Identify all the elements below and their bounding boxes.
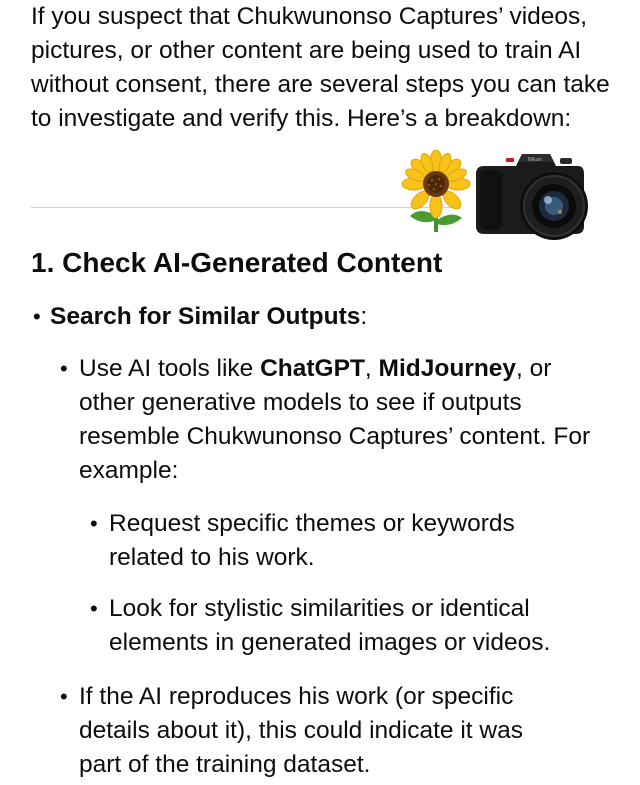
list-item-search-similar xyxy=(50,300,610,334)
section-heading: 1. Check AI-Generated Content xyxy=(31,247,443,278)
list-bullet: • xyxy=(60,356,68,381)
tool-midjourney: MidJourney xyxy=(378,355,517,382)
list-bullet: • xyxy=(90,596,98,621)
sunflower-emoji-icon xyxy=(396,150,476,232)
list-bullet: • xyxy=(60,684,68,709)
list-item-use-ai-tools: Use AI tools like ChatGPT, MidJourney, or other generative models to see if outputs resemble Chukwunonso Captures’ content. For example: xyxy=(79,355,591,484)
list-item-title: Search for Similar Outputs xyxy=(50,303,361,330)
intro-paragraph: If you suspect that Chukwunonso Captures’ videos, pictures, or other content are being used to train AI without consent, there are several steps you can take to investigate and verify this. Here’s a breakdown: xyxy=(31,3,610,132)
camera-emoji-icon xyxy=(470,140,602,240)
tool-chatgpt: ChatGPT xyxy=(260,355,365,382)
list-bullet: • xyxy=(90,511,98,536)
list-item-request-themes: Request specific themes or keywords related to his work. xyxy=(109,510,515,571)
section-divider xyxy=(31,207,451,208)
list-bullet: • xyxy=(33,304,41,329)
list-item-stylistic-similarities: Look for stylistic similarities or identical elements in generated images or videos. xyxy=(109,595,551,656)
svg-text:Nikon: Nikon xyxy=(528,157,543,163)
list-item-ai-reproduces: If the AI reproduces his work (or specific details about it), this could indicate it was part of the training dataset. xyxy=(79,683,523,778)
list-item-suffix: : xyxy=(360,303,368,330)
